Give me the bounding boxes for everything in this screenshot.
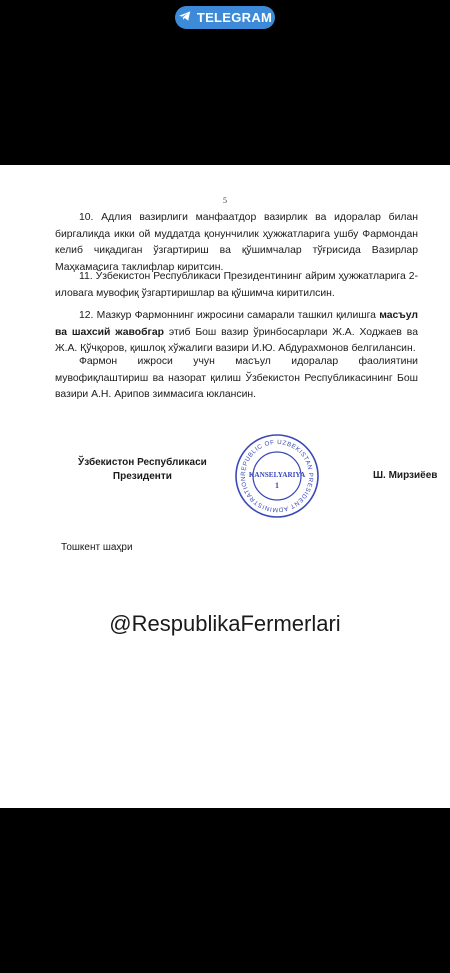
paragraph-final: Фармон ижроси учун масъул идоралар фаолиятини мувофиқлаштириш ва назорат қилиш Ўзбекистон Республикасининг Бош вазири А.Н. Арипов зиммасига юклансин.	[55, 356, 418, 400]
paragraph-12: 12. Мазкур Фармоннинг ижросини самарали ташкил қилишга масъул ва шахсий жавобгар этиб Бош вазир ўринбосарлари Ж.А. Ходжаев ва Ж.А. Қўчқоров, қишлоқ хўжалиги вазири И.Ю. Абдурахмонов белгилансин.	[55, 310, 418, 354]
channel-watermark: @RespublikaFermerlari	[109, 611, 341, 636]
paragraph-10: 10. Адлия вазирлиги манфаатдор вазирлик ва идоралар билан биргаликда икки ой муддатда қонунчилик ҳужжатларига ушбу Фармондан келиб чиқадиган ўзгартириш ва қўшимчалар тўғрисида Вазирлар Маҳкамасига таклифлар киритсин.	[55, 212, 418, 273]
signature-title: Ўзбекистон Республикаси Президенти	[78, 457, 207, 482]
telegram-icon	[178, 9, 192, 26]
page-number: 5	[223, 196, 227, 205]
telegram-badge[interactable]	[175, 6, 275, 29]
signature-name: Ш. Мирзиёев	[373, 470, 438, 481]
paragraph-11: 11. Ўзбекистон Республикаси Президентининг айрим ҳужжатларига 2-иловага мувофиқ ўзгартиришлар ва қўшимча киритилсин.	[55, 271, 418, 299]
official-stamp	[234, 433, 320, 519]
city-label: Тошкент шаҳри	[61, 542, 133, 553]
stamp-ring-text: REPUBLIC OF UZBEKISTAN PRESIDENT ADMINISTRATION	[239, 438, 315, 514]
stamp-number: 1	[275, 481, 279, 490]
stamp-center-text: KANSELYARIYA	[248, 471, 306, 479]
telegram-label: TELEGRAM	[196, 10, 273, 25]
document-page	[0, 165, 450, 808]
